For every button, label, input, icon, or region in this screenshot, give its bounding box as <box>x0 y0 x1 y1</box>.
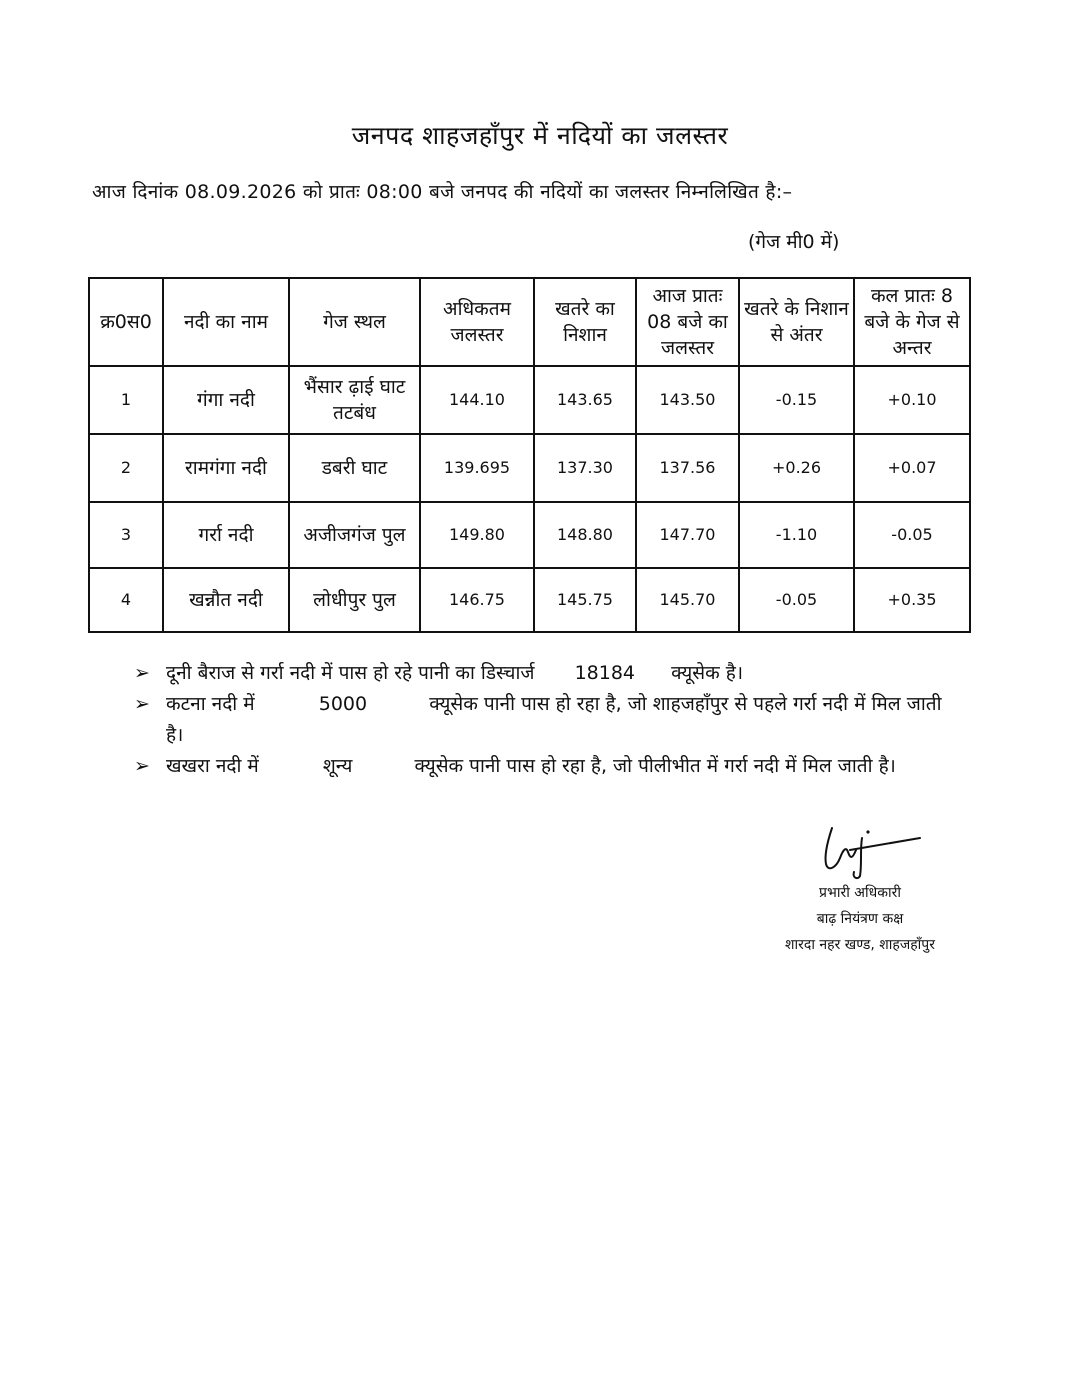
note-text: कटना नदी में <box>166 693 255 715</box>
cell-river-name: खन्नौत नदी <box>163 568 289 632</box>
note-text: क्यूसेक है। <box>671 662 744 684</box>
table-row <box>89 502 970 568</box>
arrow-bullet-icon: ➢ <box>134 755 150 777</box>
note-text: क्यूसेक पानी पास हो रहा है, जो पीलीभीत में गर्रा नदी में मिल जाती है। <box>414 755 896 777</box>
cell-gauge-site: लोधीपुर पुल <box>289 568 420 632</box>
table-header-row <box>89 278 970 366</box>
cell-gauge-site: अजीजगंज पुल <box>289 502 420 568</box>
cell-danger-mark: 145.75 <box>534 568 636 632</box>
arrow-bullet-icon: ➢ <box>134 693 150 715</box>
cell-diff-yesterday: -0.05 <box>854 502 970 568</box>
cell-diff-danger: -0.05 <box>739 568 854 632</box>
cell-river-name: गंगा नदी <box>163 366 289 434</box>
signatory-title: प्रभारी अधिकारी <box>819 885 901 901</box>
note-item <box>130 658 960 689</box>
document-title: जनपद शाहजहाँपुर में नदियों का जलस्तर <box>351 121 729 150</box>
cell-max-level: 146.75 <box>420 568 534 632</box>
note-text: दूनी बैराज से गर्रा नदी में पास हो रहे पानी का डिस्चार्ज <box>166 662 535 684</box>
note-value: शून्य <box>322 755 353 777</box>
arrow-bullet-icon: ➢ <box>134 662 150 684</box>
cell-diff-danger: +0.26 <box>739 434 854 502</box>
note-text: खखरा नदी में <box>166 755 259 777</box>
notes-list <box>130 658 960 782</box>
cell-today-level: 145.70 <box>636 568 739 632</box>
table-row <box>89 366 970 434</box>
signatory-office: शारदा नहर खण्ड, शाहजहाँपुर <box>785 937 935 953</box>
water-level-table <box>88 277 971 633</box>
cell-diff-yesterday: +0.10 <box>854 366 970 434</box>
signature-block <box>760 820 960 958</box>
cell-gauge-site: भैंसार ढ़ाई घाट तटबंध <box>289 366 420 434</box>
cell-danger-mark: 137.30 <box>534 434 636 502</box>
cell-serial: 3 <box>89 502 163 568</box>
header-max-level: अधिकतम जलस्तर <box>420 278 534 366</box>
unit-note: (गेज मी0 में) <box>748 231 840 253</box>
cell-river-name: रामगंगा नदी <box>163 434 289 502</box>
cell-serial: 1 <box>89 366 163 434</box>
header-gauge-site: गेज स्थल <box>289 278 420 366</box>
table-row <box>89 568 970 632</box>
note-item <box>130 751 960 782</box>
cell-today-level: 137.56 <box>636 434 739 502</box>
note-text: क्यूसेक पानी पास हो रहा है, जो शाहजहाँपुर से पहले गर्रा नदी में मिल जाती है। <box>166 693 942 746</box>
header-diff-danger: खतरे के निशान से अंतर <box>739 278 854 366</box>
cell-serial: 4 <box>89 568 163 632</box>
cell-serial: 2 <box>89 434 163 502</box>
cell-max-level: 144.10 <box>420 366 534 434</box>
signatory-department: बाढ़ नियंत्रण कक्ष <box>816 911 904 927</box>
cell-max-level: 149.80 <box>420 502 534 568</box>
cell-diff-danger: -0.15 <box>739 366 854 434</box>
note-value: 5000 <box>318 693 368 715</box>
header-serial: क्र0स0 <box>89 278 163 366</box>
header-river-name: नदी का नाम <box>163 278 289 366</box>
cell-diff-danger: -1.10 <box>739 502 854 568</box>
table-row <box>89 434 970 502</box>
cell-today-level: 147.70 <box>636 502 739 568</box>
cell-diff-yesterday: +0.07 <box>854 434 970 502</box>
cell-danger-mark: 143.65 <box>534 366 636 434</box>
cell-danger-mark: 148.80 <box>534 502 636 568</box>
header-today-level: आज प्रातः 08 बजे का जलस्तर <box>636 278 739 366</box>
handwritten-signature-icon <box>810 820 930 880</box>
header-diff-yesterday: कल प्रातः 8 बजे के गेज से अन्तर <box>854 278 970 366</box>
intro-text: आज दिनांक 08.09.2026 को प्रातः 08:00 बजे जनपद की नदियों का जलस्तर निम्नलिखित है:– <box>92 181 793 203</box>
note-item <box>130 689 960 751</box>
note-value: 18184 <box>574 662 636 684</box>
cell-max-level: 139.695 <box>420 434 534 502</box>
header-danger-mark: खतरे का निशान <box>534 278 636 366</box>
cell-river-name: गर्रा नदी <box>163 502 289 568</box>
cell-diff-yesterday: +0.35 <box>854 568 970 632</box>
cell-today-level: 143.50 <box>636 366 739 434</box>
cell-gauge-site: डबरी घाट <box>289 434 420 502</box>
